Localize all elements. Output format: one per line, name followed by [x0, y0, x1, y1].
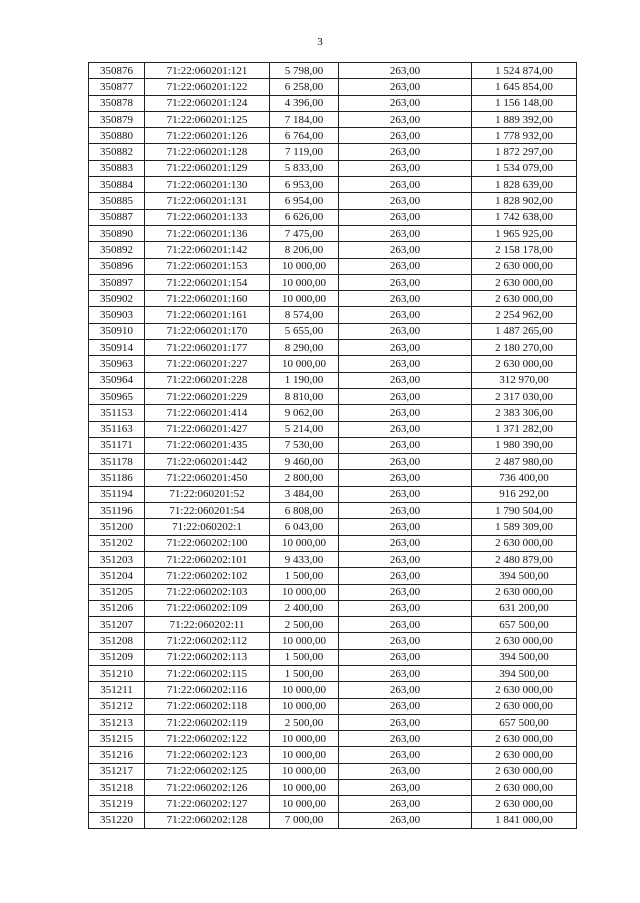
table-row	[89, 291, 577, 307]
area-cell: 8 810,00	[270, 388, 339, 404]
cadastral-value-cell: 2 630 000,00	[472, 633, 577, 649]
cadastral-value-cell: 657 500,00	[472, 714, 577, 730]
rate-cell: 263,00	[339, 111, 472, 127]
table-row	[89, 551, 577, 567]
row-id-cell: 351208	[89, 633, 145, 649]
row-id-cell: 350897	[89, 274, 145, 290]
area-cell: 2 400,00	[270, 600, 339, 616]
area-cell: 6 258,00	[270, 79, 339, 95]
cadastral-value-cell: 2 630 000,00	[472, 796, 577, 812]
table-row	[89, 600, 577, 616]
area-cell: 10 000,00	[270, 698, 339, 714]
rate-cell: 263,00	[339, 242, 472, 258]
table-row	[89, 421, 577, 437]
row-id-cell: 351204	[89, 568, 145, 584]
cadastral-value-cell: 2 158 178,00	[472, 242, 577, 258]
row-id-cell: 351210	[89, 665, 145, 681]
area-cell: 1 190,00	[270, 372, 339, 388]
row-id-cell: 351212	[89, 698, 145, 714]
cadastral-number-cell: 71:22:060201:122	[145, 79, 270, 95]
rate-cell: 263,00	[339, 617, 472, 633]
table-row	[89, 128, 577, 144]
row-id-cell: 350887	[89, 209, 145, 225]
rate-cell: 263,00	[339, 535, 472, 551]
row-id-cell: 350914	[89, 340, 145, 356]
cadastral-value-cell: 312 970,00	[472, 372, 577, 388]
cadastral-value-cell: 2 630 000,00	[472, 698, 577, 714]
cadastral-value-cell: 2 480 879,00	[472, 551, 577, 567]
cadastral-value-cell: 1 872 297,00	[472, 144, 577, 160]
cadastral-number-cell: 71:22:060201:170	[145, 323, 270, 339]
row-id-cell: 350964	[89, 372, 145, 388]
cadastral-number-cell: 71:22:060201:227	[145, 356, 270, 372]
cadastral-number-cell: 71:22:060201:136	[145, 225, 270, 241]
cadastral-number-cell: 71:22:060201:154	[145, 274, 270, 290]
rate-cell: 263,00	[339, 291, 472, 307]
cadastral-value-cell: 1 589 309,00	[472, 519, 577, 535]
row-id-cell: 350883	[89, 160, 145, 176]
area-cell: 10 000,00	[270, 796, 339, 812]
cadastral-number-cell: 71:22:060201:130	[145, 177, 270, 193]
rate-cell: 263,00	[339, 633, 472, 649]
cadastral-number-cell: 71:22:060202:125	[145, 763, 270, 779]
cadastral-number-cell: 71:22:060202:128	[145, 812, 270, 828]
rate-cell: 263,00	[339, 160, 472, 176]
cadastral-number-cell: 71:22:060202:100	[145, 535, 270, 551]
cadastral-value-cell: 2 630 000,00	[472, 780, 577, 796]
area-cell: 7 475,00	[270, 225, 339, 241]
table-row	[89, 535, 577, 551]
area-cell: 5 798,00	[270, 63, 339, 79]
cadastral-number-cell: 71:22:060202:116	[145, 682, 270, 698]
cadastral-value-cell: 916 292,00	[472, 486, 577, 502]
cadastral-value-cell: 2 630 000,00	[472, 535, 577, 551]
table-body	[89, 63, 577, 829]
cadastral-value-cell: 394 500,00	[472, 568, 577, 584]
rate-cell: 263,00	[339, 372, 472, 388]
area-cell: 9 460,00	[270, 454, 339, 470]
cadastral-value-cell: 2 630 000,00	[472, 258, 577, 274]
area-cell: 10 000,00	[270, 731, 339, 747]
rate-cell: 263,00	[339, 731, 472, 747]
area-cell: 8 206,00	[270, 242, 339, 258]
table-row	[89, 584, 577, 600]
cadastral-number-cell: 71:22:060201:131	[145, 193, 270, 209]
area-cell: 7 184,00	[270, 111, 339, 127]
row-id-cell: 350890	[89, 225, 145, 241]
cadastral-number-cell: 71:22:060202:101	[145, 551, 270, 567]
cadastral-number-cell: 71:22:060201:128	[145, 144, 270, 160]
rate-cell: 263,00	[339, 649, 472, 665]
rate-cell: 263,00	[339, 421, 472, 437]
cadastral-value-cell: 2 630 000,00	[472, 274, 577, 290]
cadastral-value-cell: 657 500,00	[472, 617, 577, 633]
area-cell: 6 808,00	[270, 503, 339, 519]
area-cell: 10 000,00	[270, 535, 339, 551]
table-row	[89, 682, 577, 698]
row-id-cell: 350884	[89, 177, 145, 193]
table-row	[89, 698, 577, 714]
row-id-cell: 350892	[89, 242, 145, 258]
cadastral-value-cell: 631 200,00	[472, 600, 577, 616]
rate-cell: 263,00	[339, 340, 472, 356]
table-row	[89, 63, 577, 79]
rate-cell: 263,00	[339, 144, 472, 160]
rate-cell: 263,00	[339, 796, 472, 812]
cadastral-number-cell: 71:22:060201:121	[145, 63, 270, 79]
cadastral-value-cell: 394 500,00	[472, 665, 577, 681]
cadastral-number-cell: 71:22:060201:228	[145, 372, 270, 388]
cadastral-number-cell: 71:22:060201:142	[145, 242, 270, 258]
cadastral-value-cell: 1 534 079,00	[472, 160, 577, 176]
cadastral-number-cell: 71:22:060202:1	[145, 519, 270, 535]
row-id-cell: 350885	[89, 193, 145, 209]
cadastral-number-cell: 71:22:060201:133	[145, 209, 270, 225]
row-id-cell: 351207	[89, 617, 145, 633]
row-id-cell: 350877	[89, 79, 145, 95]
rate-cell: 263,00	[339, 551, 472, 567]
cadastral-value-cell: 2 180 270,00	[472, 340, 577, 356]
row-id-cell: 351196	[89, 503, 145, 519]
area-cell: 1 500,00	[270, 568, 339, 584]
row-id-cell: 351218	[89, 780, 145, 796]
table-row	[89, 812, 577, 828]
rate-cell: 263,00	[339, 209, 472, 225]
cadastral-value-cell: 1 645 854,00	[472, 79, 577, 95]
row-id-cell: 350882	[89, 144, 145, 160]
cadastral-value-cell: 2 630 000,00	[472, 763, 577, 779]
area-cell: 10 000,00	[270, 274, 339, 290]
table-row	[89, 340, 577, 356]
row-id-cell: 351202	[89, 535, 145, 551]
rate-cell: 263,00	[339, 665, 472, 681]
cadastral-number-cell: 71:22:060202:119	[145, 714, 270, 730]
cadastral-value-cell: 1 980 390,00	[472, 437, 577, 453]
area-cell: 10 000,00	[270, 633, 339, 649]
rate-cell: 263,00	[339, 600, 472, 616]
cadastral-number-cell: 71:22:060202:103	[145, 584, 270, 600]
table-row	[89, 323, 577, 339]
row-id-cell: 351216	[89, 747, 145, 763]
area-cell: 5 655,00	[270, 323, 339, 339]
area-cell: 4 396,00	[270, 95, 339, 111]
table-row	[89, 242, 577, 258]
area-cell: 7 530,00	[270, 437, 339, 453]
cadastral-value-cell: 1 487 265,00	[472, 323, 577, 339]
rate-cell: 263,00	[339, 568, 472, 584]
row-id-cell: 351200	[89, 519, 145, 535]
area-cell: 10 000,00	[270, 258, 339, 274]
cadastral-value-cell: 1 841 000,00	[472, 812, 577, 828]
rate-cell: 263,00	[339, 470, 472, 486]
table-row	[89, 519, 577, 535]
rate-cell: 263,00	[339, 763, 472, 779]
rate-cell: 263,00	[339, 356, 472, 372]
area-cell: 6 953,00	[270, 177, 339, 193]
cadastral-value-cell: 2 630 000,00	[472, 747, 577, 763]
area-cell: 2 500,00	[270, 617, 339, 633]
cadastral-value-cell: 1 889 392,00	[472, 111, 577, 127]
area-cell: 10 000,00	[270, 747, 339, 763]
cadastral-number-cell: 71:22:060202:122	[145, 731, 270, 747]
cadastral-number-cell: 71:22:060201:427	[145, 421, 270, 437]
cadastral-number-cell: 71:22:060201:126	[145, 128, 270, 144]
cadastral-number-cell: 71:22:060202:113	[145, 649, 270, 665]
cadastral-value-cell: 2 383 306,00	[472, 405, 577, 421]
table-row	[89, 470, 577, 486]
cadastral-number-cell: 71:22:060202:127	[145, 796, 270, 812]
cadastral-number-cell: 71:22:060202:112	[145, 633, 270, 649]
rate-cell: 263,00	[339, 812, 472, 828]
table-row	[89, 160, 577, 176]
cadastral-value-cell: 2 630 000,00	[472, 682, 577, 698]
row-id-cell: 350878	[89, 95, 145, 111]
cadastral-number-cell: 71:22:060201:229	[145, 388, 270, 404]
rate-cell: 263,00	[339, 486, 472, 502]
table-row	[89, 144, 577, 160]
table-row	[89, 225, 577, 241]
cadastral-value-cell: 1 828 639,00	[472, 177, 577, 193]
table-row	[89, 177, 577, 193]
table-row	[89, 568, 577, 584]
area-cell: 6 626,00	[270, 209, 339, 225]
table-row	[89, 258, 577, 274]
table-row	[89, 79, 577, 95]
cadastral-value-cell: 2 630 000,00	[472, 584, 577, 600]
row-id-cell: 351206	[89, 600, 145, 616]
row-id-cell: 351203	[89, 551, 145, 567]
row-id-cell: 351178	[89, 454, 145, 470]
rate-cell: 263,00	[339, 63, 472, 79]
area-cell: 7 000,00	[270, 812, 339, 828]
rate-cell: 263,00	[339, 258, 472, 274]
area-cell: 8 574,00	[270, 307, 339, 323]
table-row	[89, 454, 577, 470]
table-row	[89, 665, 577, 681]
table-row	[89, 649, 577, 665]
cadastral-number-cell: 71:22:060201:52	[145, 486, 270, 502]
rate-cell: 263,00	[339, 405, 472, 421]
area-cell: 6 764,00	[270, 128, 339, 144]
cadastral-number-cell: 71:22:060201:435	[145, 437, 270, 453]
cadastral-number-cell: 71:22:060201:54	[145, 503, 270, 519]
row-id-cell: 351194	[89, 486, 145, 502]
table-row	[89, 372, 577, 388]
cadastral-number-cell: 71:22:060201:124	[145, 95, 270, 111]
row-id-cell: 350902	[89, 291, 145, 307]
rate-cell: 263,00	[339, 503, 472, 519]
cadastral-number-cell: 71:22:060202:11	[145, 617, 270, 633]
row-id-cell: 350876	[89, 63, 145, 79]
area-cell: 10 000,00	[270, 584, 339, 600]
rate-cell: 263,00	[339, 177, 472, 193]
rate-cell: 263,00	[339, 79, 472, 95]
cadastral-number-cell: 71:22:060201:414	[145, 405, 270, 421]
row-id-cell: 350910	[89, 323, 145, 339]
cadastral-number-cell: 71:22:060202:102	[145, 568, 270, 584]
row-id-cell: 351186	[89, 470, 145, 486]
area-cell: 6 043,00	[270, 519, 339, 535]
row-id-cell: 350903	[89, 307, 145, 323]
cadastral-value-cell: 1 828 902,00	[472, 193, 577, 209]
row-id-cell: 350880	[89, 128, 145, 144]
area-cell: 1 500,00	[270, 649, 339, 665]
rate-cell: 263,00	[339, 682, 472, 698]
rate-cell: 263,00	[339, 95, 472, 111]
cadastral-value-cell: 2 630 000,00	[472, 731, 577, 747]
row-id-cell: 351211	[89, 682, 145, 698]
cadastral-value-cell: 1 778 932,00	[472, 128, 577, 144]
area-cell: 7 119,00	[270, 144, 339, 160]
cadastral-number-cell: 71:22:060201:160	[145, 291, 270, 307]
rate-cell: 263,00	[339, 388, 472, 404]
cadastral-value-cell: 1 790 504,00	[472, 503, 577, 519]
cadastral-value-table	[88, 62, 577, 829]
table-row	[89, 111, 577, 127]
cadastral-number-cell: 71:22:060201:177	[145, 340, 270, 356]
cadastral-value-cell: 2 630 000,00	[472, 291, 577, 307]
area-cell: 1 500,00	[270, 665, 339, 681]
row-id-cell: 351213	[89, 714, 145, 730]
cadastral-number-cell: 71:22:060202:109	[145, 600, 270, 616]
rate-cell: 263,00	[339, 307, 472, 323]
table-row	[89, 437, 577, 453]
cadastral-value-cell: 2 630 000,00	[472, 356, 577, 372]
cadastral-value-cell: 2 254 962,00	[472, 307, 577, 323]
row-id-cell: 350963	[89, 356, 145, 372]
area-cell: 10 000,00	[270, 356, 339, 372]
table-row	[89, 405, 577, 421]
cadastral-value-cell: 1 965 925,00	[472, 225, 577, 241]
rate-cell: 263,00	[339, 323, 472, 339]
table-row	[89, 274, 577, 290]
table-row	[89, 503, 577, 519]
row-id-cell: 351215	[89, 731, 145, 747]
area-cell: 9 062,00	[270, 405, 339, 421]
cadastral-value-cell: 1 742 638,00	[472, 209, 577, 225]
rate-cell: 263,00	[339, 747, 472, 763]
area-cell: 10 000,00	[270, 780, 339, 796]
cadastral-number-cell: 71:22:060202:123	[145, 747, 270, 763]
rate-cell: 263,00	[339, 454, 472, 470]
row-id-cell: 351205	[89, 584, 145, 600]
table-row	[89, 617, 577, 633]
cadastral-number-cell: 71:22:060201:442	[145, 454, 270, 470]
table-row	[89, 307, 577, 323]
rate-cell: 263,00	[339, 584, 472, 600]
area-cell: 10 000,00	[270, 763, 339, 779]
row-id-cell: 350965	[89, 388, 145, 404]
table-row	[89, 95, 577, 111]
rate-cell: 263,00	[339, 698, 472, 714]
row-id-cell: 351163	[89, 421, 145, 437]
area-cell: 3 484,00	[270, 486, 339, 502]
row-id-cell: 351209	[89, 649, 145, 665]
cadastral-number-cell: 71:22:060201:450	[145, 470, 270, 486]
rate-cell: 263,00	[339, 225, 472, 241]
table-row	[89, 356, 577, 372]
table-row	[89, 388, 577, 404]
area-cell: 10 000,00	[270, 291, 339, 307]
rate-cell: 263,00	[339, 437, 472, 453]
area-cell: 2 500,00	[270, 714, 339, 730]
area-cell: 2 800,00	[270, 470, 339, 486]
table-row	[89, 796, 577, 812]
row-id-cell: 350879	[89, 111, 145, 127]
table-row	[89, 633, 577, 649]
rate-cell: 263,00	[339, 714, 472, 730]
row-id-cell: 351219	[89, 796, 145, 812]
area-cell: 10 000,00	[270, 682, 339, 698]
row-id-cell: 350896	[89, 258, 145, 274]
cadastral-value-cell: 1 371 282,00	[472, 421, 577, 437]
rate-cell: 263,00	[339, 193, 472, 209]
rate-cell: 263,00	[339, 128, 472, 144]
cadastral-number-cell: 71:22:060201:129	[145, 160, 270, 176]
cadastral-value-cell: 2 487 980,00	[472, 454, 577, 470]
cadastral-number-cell: 71:22:060202:126	[145, 780, 270, 796]
table-row	[89, 193, 577, 209]
area-cell: 9 433,00	[270, 551, 339, 567]
area-cell: 6 954,00	[270, 193, 339, 209]
table-row	[89, 763, 577, 779]
cadastral-value-cell: 1 156 148,00	[472, 95, 577, 111]
cadastral-number-cell: 71:22:060201:125	[145, 111, 270, 127]
cadastral-number-cell: 71:22:060201:161	[145, 307, 270, 323]
row-id-cell: 351217	[89, 763, 145, 779]
rate-cell: 263,00	[339, 519, 472, 535]
page-number: 3	[317, 36, 323, 48]
table-row	[89, 780, 577, 796]
cadastral-number-cell: 71:22:060201:153	[145, 258, 270, 274]
cadastral-value-cell: 1 524 874,00	[472, 63, 577, 79]
row-id-cell: 351171	[89, 437, 145, 453]
table-row	[89, 486, 577, 502]
cadastral-value-cell: 736 400,00	[472, 470, 577, 486]
cadastral-number-cell: 71:22:060202:118	[145, 698, 270, 714]
area-cell: 5 833,00	[270, 160, 339, 176]
area-cell: 8 290,00	[270, 340, 339, 356]
rate-cell: 263,00	[339, 780, 472, 796]
row-id-cell: 351220	[89, 812, 145, 828]
table-row	[89, 714, 577, 730]
cadastral-number-cell: 71:22:060202:115	[145, 665, 270, 681]
cadastral-value-cell: 2 317 030,00	[472, 388, 577, 404]
area-cell: 5 214,00	[270, 421, 339, 437]
cadastral-value-cell: 394 500,00	[472, 649, 577, 665]
rate-cell: 263,00	[339, 274, 472, 290]
table-row	[89, 731, 577, 747]
table-row	[89, 209, 577, 225]
row-id-cell: 351153	[89, 405, 145, 421]
table-row	[89, 747, 577, 763]
